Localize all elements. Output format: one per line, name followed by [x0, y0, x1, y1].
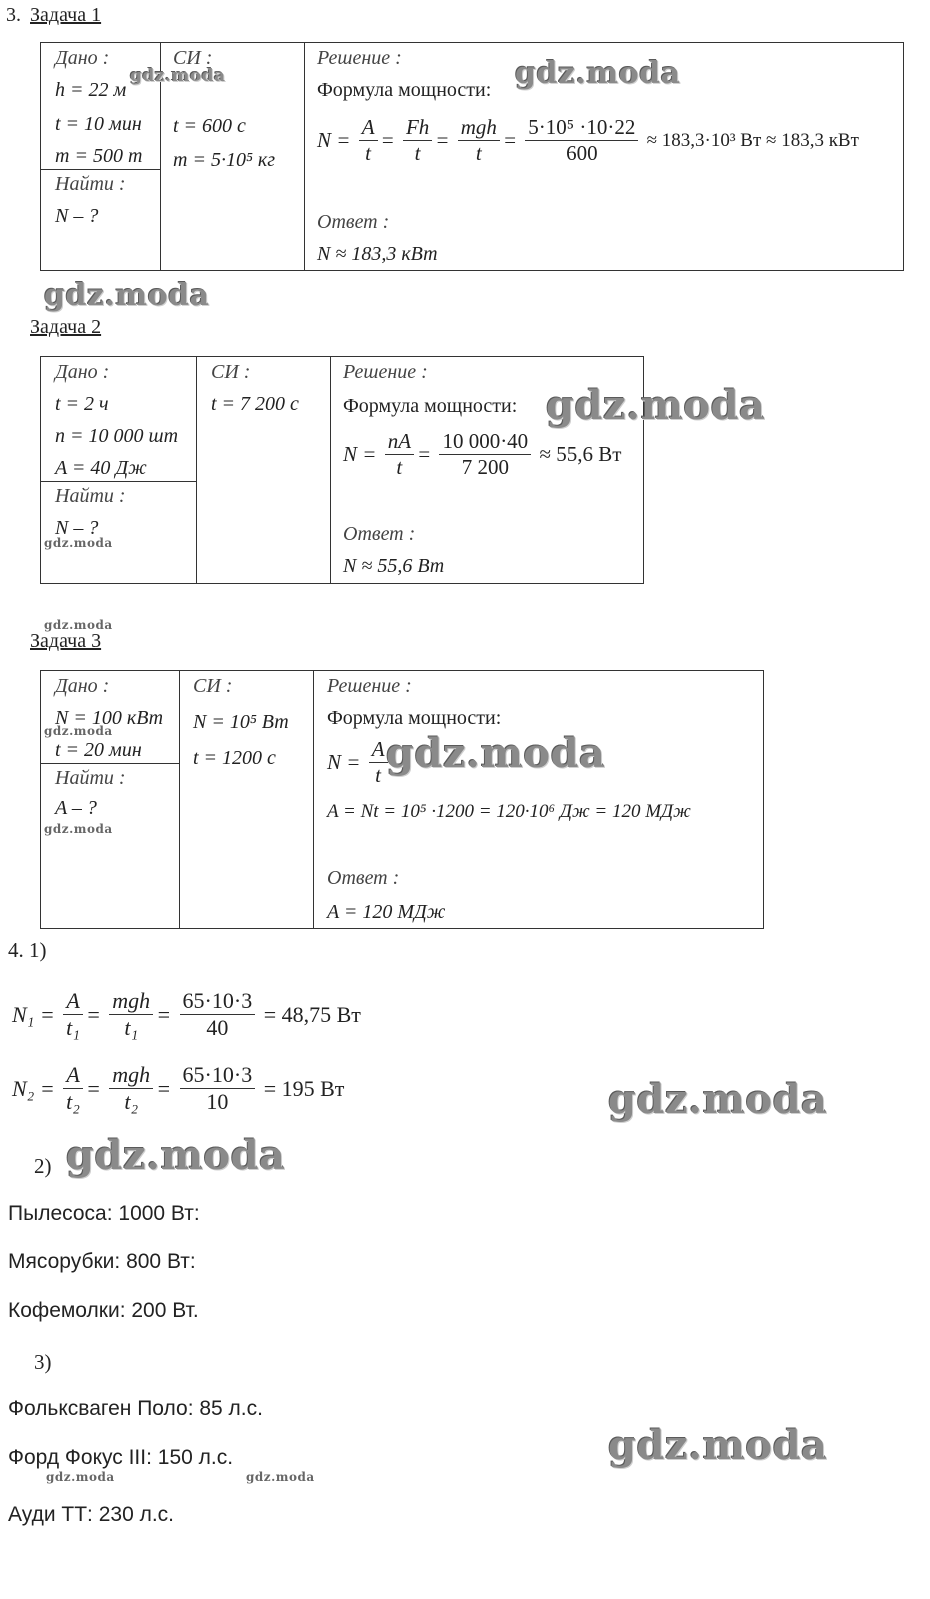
given-header: Дано :: [55, 675, 110, 697]
si-value: t = 600 с: [173, 115, 246, 137]
find-value: N – ?: [55, 517, 99, 539]
given-value: t = 2 ч: [55, 393, 109, 415]
given-value: n = 10 000 шт: [55, 425, 179, 447]
work-formula: A = Nt = 10⁵ ·1200 = 120·10⁶ Дж = 120 МДж: [327, 801, 691, 822]
car-power: Форд Фокус III: 150 л.с.: [8, 1446, 234, 1469]
section-number: 3.: [6, 4, 21, 26]
given-value: A = 40 Дж: [55, 457, 147, 479]
given-value: m = 500 т: [55, 145, 143, 167]
si-value: t = 7 200 с: [211, 393, 299, 415]
find-value: A – ?: [55, 797, 97, 819]
formula-label: Формула мощности:: [343, 395, 518, 417]
task-4-label: 4. 1): [8, 938, 47, 962]
find-value: N – ?: [55, 205, 99, 227]
watermark: gdz.moda: [44, 724, 113, 738]
given-value: t = 10 мин: [55, 113, 142, 135]
formula-label: Формула мощности:: [317, 79, 492, 101]
power-formula: N = $\frac{A}{t}$ = $\frac{Fh}{t}$ = $\frac{\text{mgh}}{t}$ = $\frac{\text{5·10⁵ ·10·22}}{600}$ ≈ 183,3·10³ Вт ≈ 183,3 кВт: [317, 115, 859, 166]
watermark: gdz.moda: [546, 382, 766, 429]
given-value: t = 20 мин: [55, 739, 142, 761]
n2-formula: N₂ = $\frac{A}{\text{t₂}}$ = $\frac{\text{mgh}}{\text{t₂}}$ = $\frac{65\cdot 10\cdot 3}{10}$ = 195 Вт: [12, 1062, 345, 1115]
power-formula: N = $\frac{nA}{t}$ = $\frac{10 000\cdot 40}{7 200}$ ≈ 55,6 Вт: [343, 429, 622, 480]
si-value: t = 1200 с: [193, 747, 276, 769]
si-value: N = 10⁵ Вт: [193, 711, 289, 733]
part-2-label: 2): [34, 1154, 52, 1178]
answer-value: N ≈ 55,6 Вт: [343, 555, 445, 577]
solution-header: Решение :: [317, 47, 402, 69]
solution-header: Решение :: [343, 361, 428, 383]
answer-value: A = 120 МДж: [327, 901, 446, 923]
find-header: Найти :: [55, 485, 126, 507]
appliance-power: Мясорубки: 800 Вт:: [8, 1250, 196, 1273]
find-header: Найти :: [55, 767, 126, 789]
si-header: СИ :: [173, 47, 213, 69]
appliance-power: Кофемолки: 200 Вт.: [8, 1299, 199, 1322]
watermark: gdz.moda: [44, 618, 113, 632]
watermark: gdz.moda: [130, 66, 226, 86]
si-value: m = 5·10⁵ кг: [173, 149, 276, 171]
appliance-power: Пылесоса: 1000 Вт:: [8, 1202, 200, 1225]
car-power: Фольксваген Поло: 85 л.с.: [8, 1397, 263, 1420]
task-3-title: Задача 3: [30, 630, 102, 652]
task-2-title: Задача 2: [30, 316, 102, 338]
watermark: gdz.moda: [44, 536, 113, 550]
part-3-label: 3): [34, 1350, 52, 1374]
watermark: gdz.moda: [608, 1076, 828, 1123]
watermark: gdz.moda: [246, 1470, 315, 1484]
watermark: gdz.moda: [386, 730, 606, 777]
watermark: gdz.moda: [44, 278, 210, 313]
find-header: Найти :: [55, 173, 126, 195]
formula-label: Формула мощности:: [327, 707, 502, 729]
given-value: h = 22 м: [55, 79, 127, 101]
car-power: Ауди ТТ: 230 л.с.: [8, 1503, 175, 1526]
watermark: gdz.moda: [44, 822, 113, 836]
answer-header: Ответ :: [327, 867, 400, 889]
task-1-title: Задача 1: [30, 4, 102, 26]
given-header: Дано :: [55, 361, 110, 383]
si-header: СИ :: [211, 361, 251, 383]
n1-formula: N₁ = $\frac{A}{\text{t₁}}$ = $\frac{\text{mgh}}{\text{t₁}}$ = $\frac{65\cdot 10\cdot 3}{40}$ = 48,75 Вт: [12, 988, 361, 1041]
watermark: gdz.moda: [66, 1132, 286, 1179]
task-3-table: [40, 670, 764, 929]
answer-value: N ≈ 183,3 кВт: [317, 243, 438, 265]
given-value: N = 100 кВт: [55, 707, 164, 729]
given-header: Дано :: [55, 47, 110, 69]
power-formula: N = $\frac{A}{t}$: [327, 737, 391, 788]
solution-header: Решение :: [327, 675, 412, 697]
watermark: gdz.moda: [608, 1422, 828, 1469]
watermark: gdz.moda: [46, 1470, 115, 1484]
answer-header: Ответ :: [317, 211, 390, 233]
answer-header: Ответ :: [343, 523, 416, 545]
watermark: gdz.moda: [515, 56, 681, 91]
si-header: СИ :: [193, 675, 233, 697]
